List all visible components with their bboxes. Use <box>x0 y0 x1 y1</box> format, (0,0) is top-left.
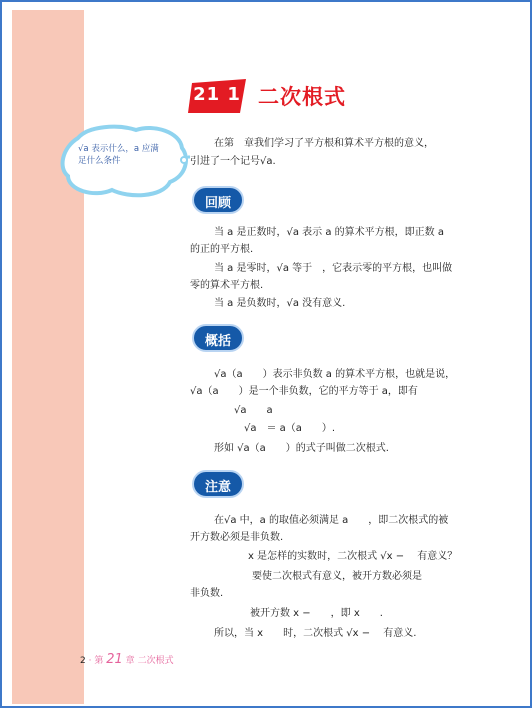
summary-formula-1: √a a <box>234 405 273 416</box>
footer-dot: · <box>88 656 92 666</box>
footer-chapter-suffix: 章 <box>125 656 135 666</box>
review-line-5: 当 a 是负数时，√a 没有意义. <box>214 298 346 309</box>
example-question: x 是怎样的实数时，二次根式 √x − 有意义？ <box>248 551 458 562</box>
section-title: 二次根式 <box>258 85 346 109</box>
review-line-1: 当 a 是正数时，√a 表示 a 的算术平方根，即正数 a <box>214 227 444 238</box>
solution-line-2: 非负数. <box>190 588 224 599</box>
page-footer <box>80 652 174 667</box>
summary-badge: 概括 <box>204 334 231 349</box>
note-line-1: 在√a 中，a 的取值必须满足 a ，即二次根式的被 <box>214 515 449 526</box>
review-badge: 回顾 <box>204 196 231 211</box>
cloud-note: √a 表示什么，a 应满足什么条件 <box>78 144 159 166</box>
review-line-4: 零的算术平方根. <box>190 280 264 291</box>
footer-chapter-prefix: 第 <box>94 656 104 666</box>
note-line-2: 开方数必须是非负数. <box>190 532 284 543</box>
section-number: 21 1 <box>193 84 241 105</box>
solution-line-3: 被开方数 x − ，即 x . <box>250 608 383 619</box>
summary-line-5: 形如 √a（a ）的式子叫做二次根式. <box>214 443 389 454</box>
review-line-3: 当 a 是零时，√a 等于 ，它表示零的平方根，也叫做 <box>214 263 453 274</box>
intro-line-1: 在第 章我们学习了平方根和算术平方根的意义， <box>214 138 434 149</box>
solution-line-1: 要使二次根式有意义，被开方数必须是 <box>252 571 422 582</box>
review-line-2: 的正的平方根. <box>190 244 254 255</box>
summary-line-1: √a（a ）表示非负数 a 的算术平方根，也就是说， <box>214 369 456 380</box>
summary-formula-2: √a ＝ a（a ）. <box>244 423 336 434</box>
intro-line-2: 引进了一个记号√a. <box>190 156 276 167</box>
footer-chapter-title: 二次根式 <box>137 656 174 666</box>
margin-sidebar <box>12 10 84 704</box>
solution-conclusion: 所以，当 x 时，二次根式 √x − 有意义. <box>214 628 417 639</box>
note-badge: 注意 <box>204 480 231 495</box>
page-number: 2 <box>80 656 86 666</box>
summary-line-2: √a（a ）是一个非负数，它的平方等于 a，即有 <box>190 386 418 397</box>
footer-chapter-number: 21 <box>106 652 123 667</box>
